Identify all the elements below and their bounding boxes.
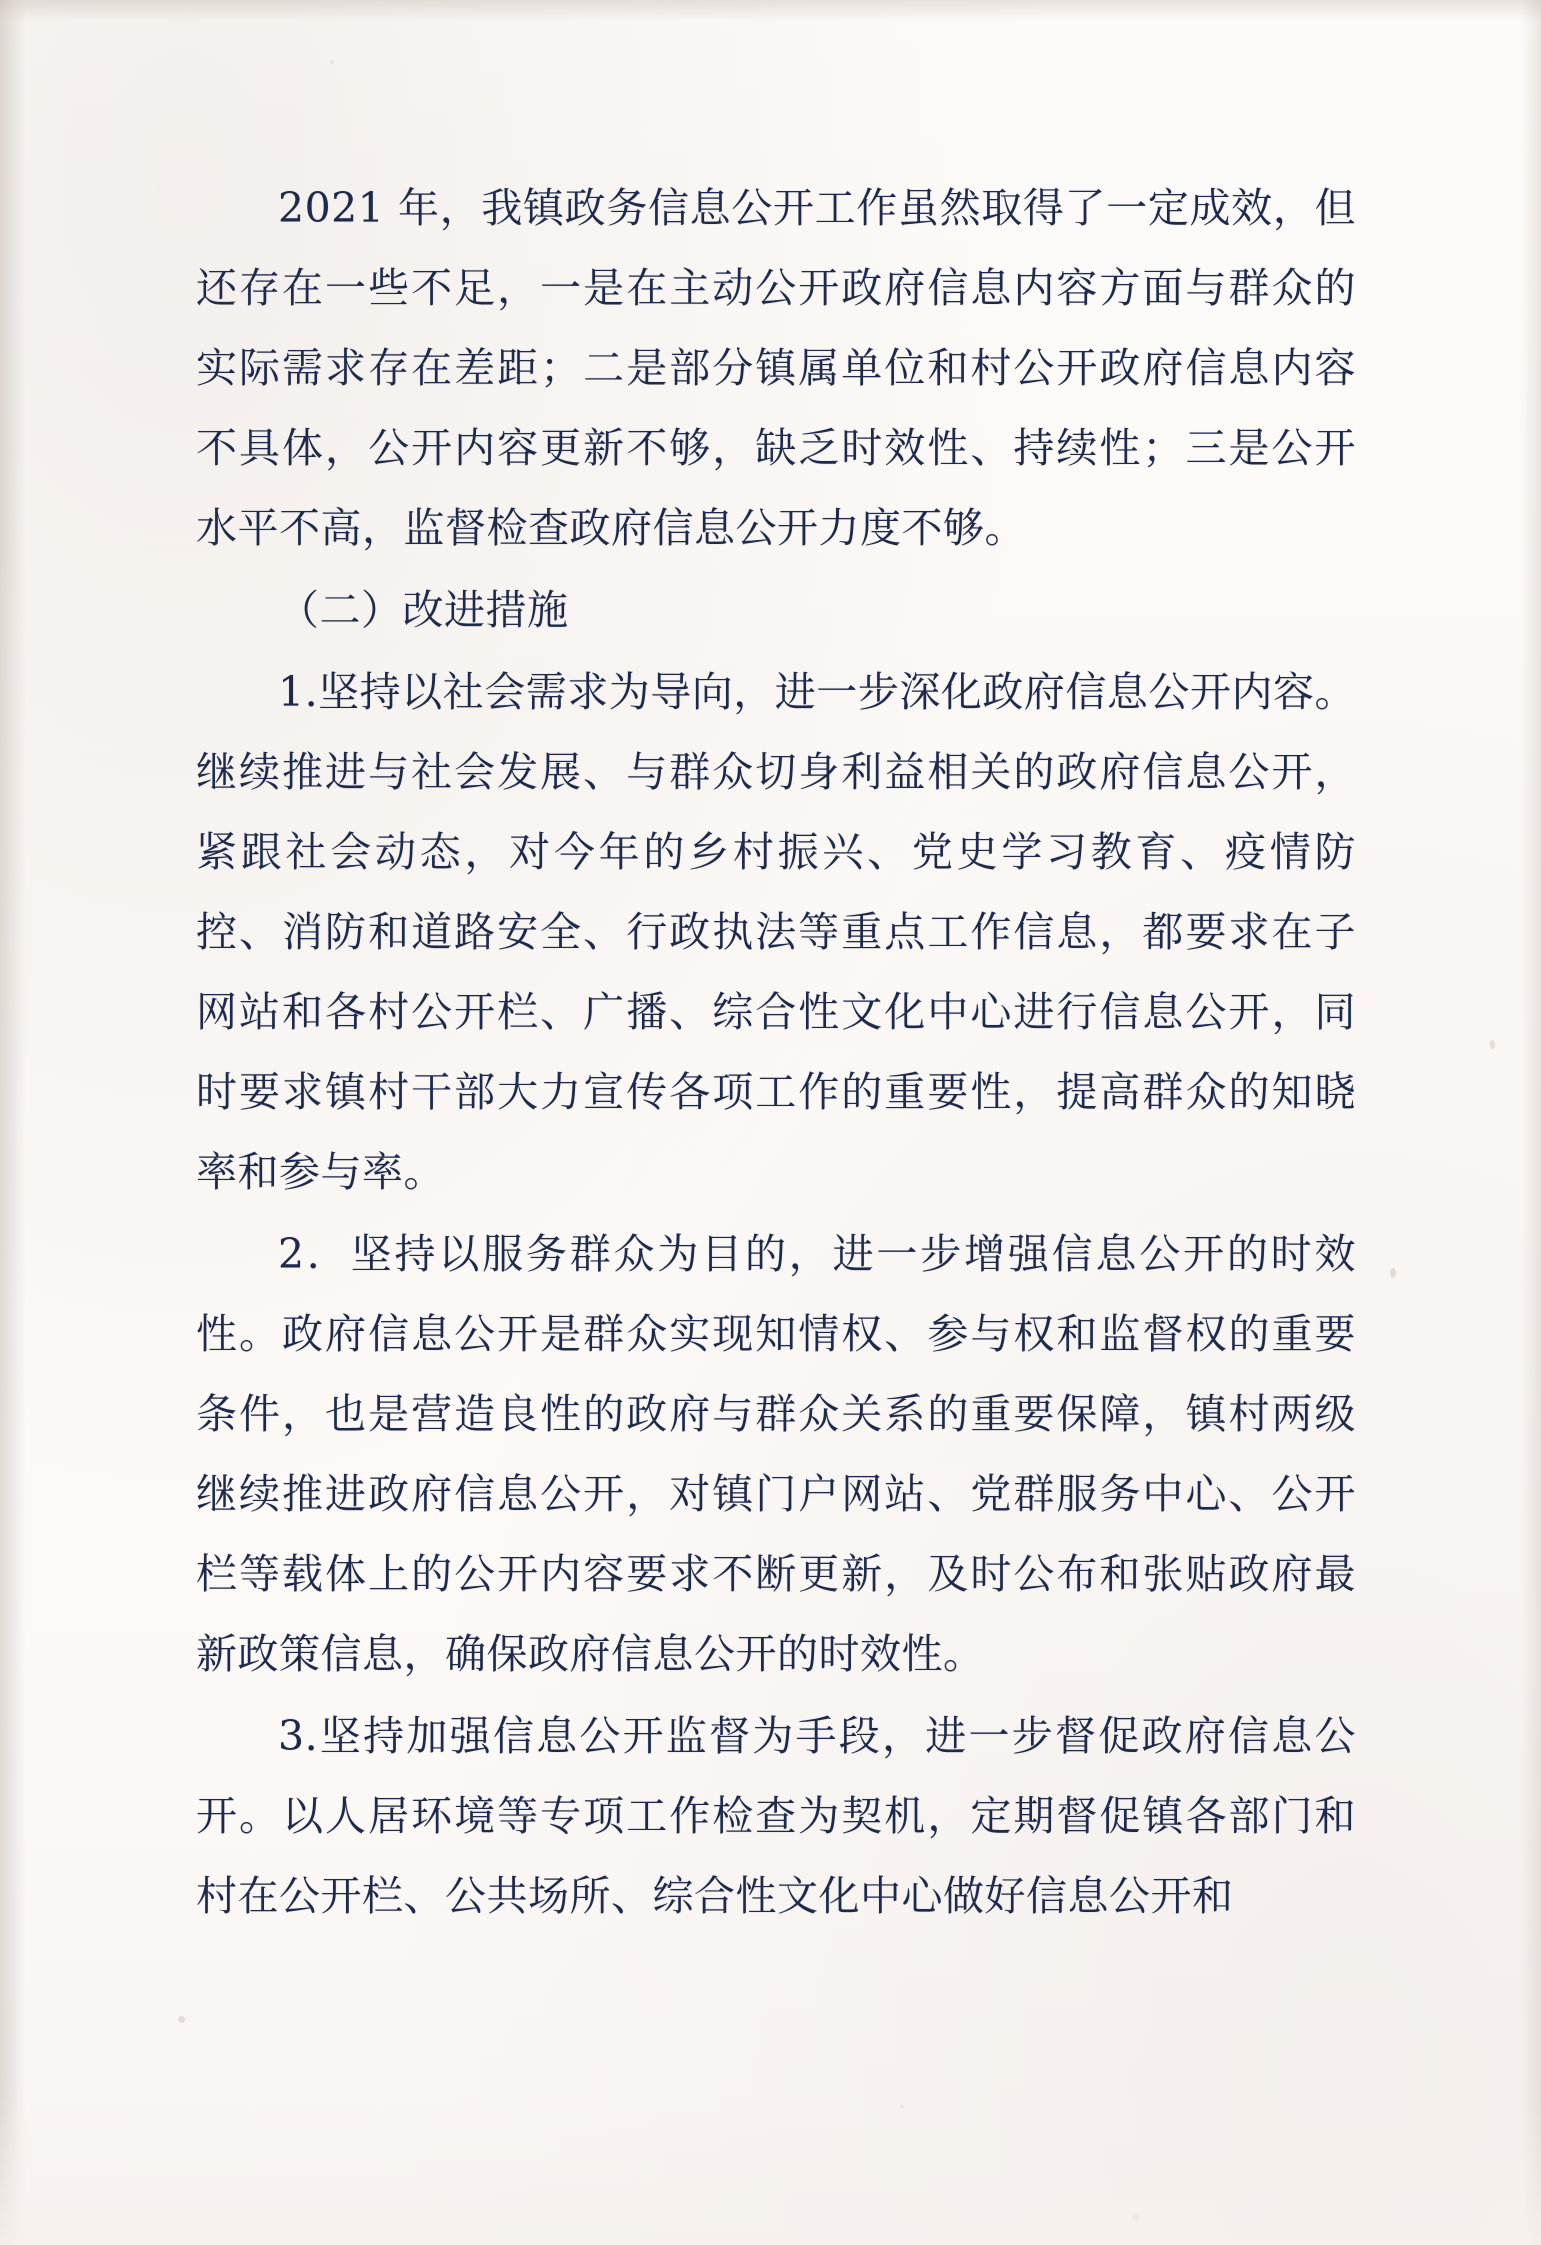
page-bottom-fade: [0, 2095, 1541, 2245]
paragraph-3-measure-1: 1.坚持以社会需求为导向，进一步深化政府信息公开内容。继续推进与社会发展、与群众切身利益相关的政府信息公开，紧跟社会动态，对今年的乡村振兴、党史学习教育、疫情防控、消防和道路安全、行政执法等重点工作信息，都要求在子网站和各村公开栏、广播、综合性文化中心进行信息公开，同时要求镇村干部大力宣传各项工作的重要性，提高群众的知晓率和参与率。: [196, 668, 1356, 1196]
paper-speck: [330, 60, 334, 64]
paper-speck: [900, 2105, 904, 2109]
paragraph-5-measure-3: 3.坚持加强信息公开监督为手段，进一步督促政府信息公开。以人居环境等专项工作检查为契机，定期督促镇各部门和村在公开栏、公共场所、综合性文化中心做好信息公开和: [196, 1712, 1356, 1920]
paragraph-2-section-heading: （二）改进措施: [278, 586, 569, 634]
page-edge-shadow-left: [0, 0, 26, 2245]
paper-speck: [1132, 2214, 1140, 2220]
paragraph-4-measure-2: 2．坚持以服务群众为目的，进一步增强信息公开的时效性。政府信息公开是群众实现知情权、参与权和监督权的重要条件，也是营造良性的政府与群众关系的重要保障，镇村两级继续推进政府信息公开，对镇门户网站、党群服务中心、公开栏等载体上的公开内容要求不断更新，及时公布和张贴政府最新政策信息，确保政府信息公开的时效性。: [196, 1230, 1356, 1678]
document-body: [196, 168, 1356, 1938]
page-edge-shadow-right: [1521, 0, 1541, 2245]
paper-speck: [1390, 1268, 1396, 1278]
paper-speck: [1490, 1040, 1495, 1049]
paper-speck: [178, 2016, 185, 2023]
paragraph-1: 2021 年，我镇政务信息公开工作虽然取得了一定成效，但还存在一些不足，一是在主动公开政府信息内容方面与群众的实际需求存在差距；二是部分镇属单位和村公开政府信息内容不具体，公开内容更新不够，缺乏时效性、持续性；三是公开水平不高，监督检查政府信息公开力度不够。: [196, 184, 1356, 552]
page-edge-shadow-top: [0, 0, 1541, 22]
